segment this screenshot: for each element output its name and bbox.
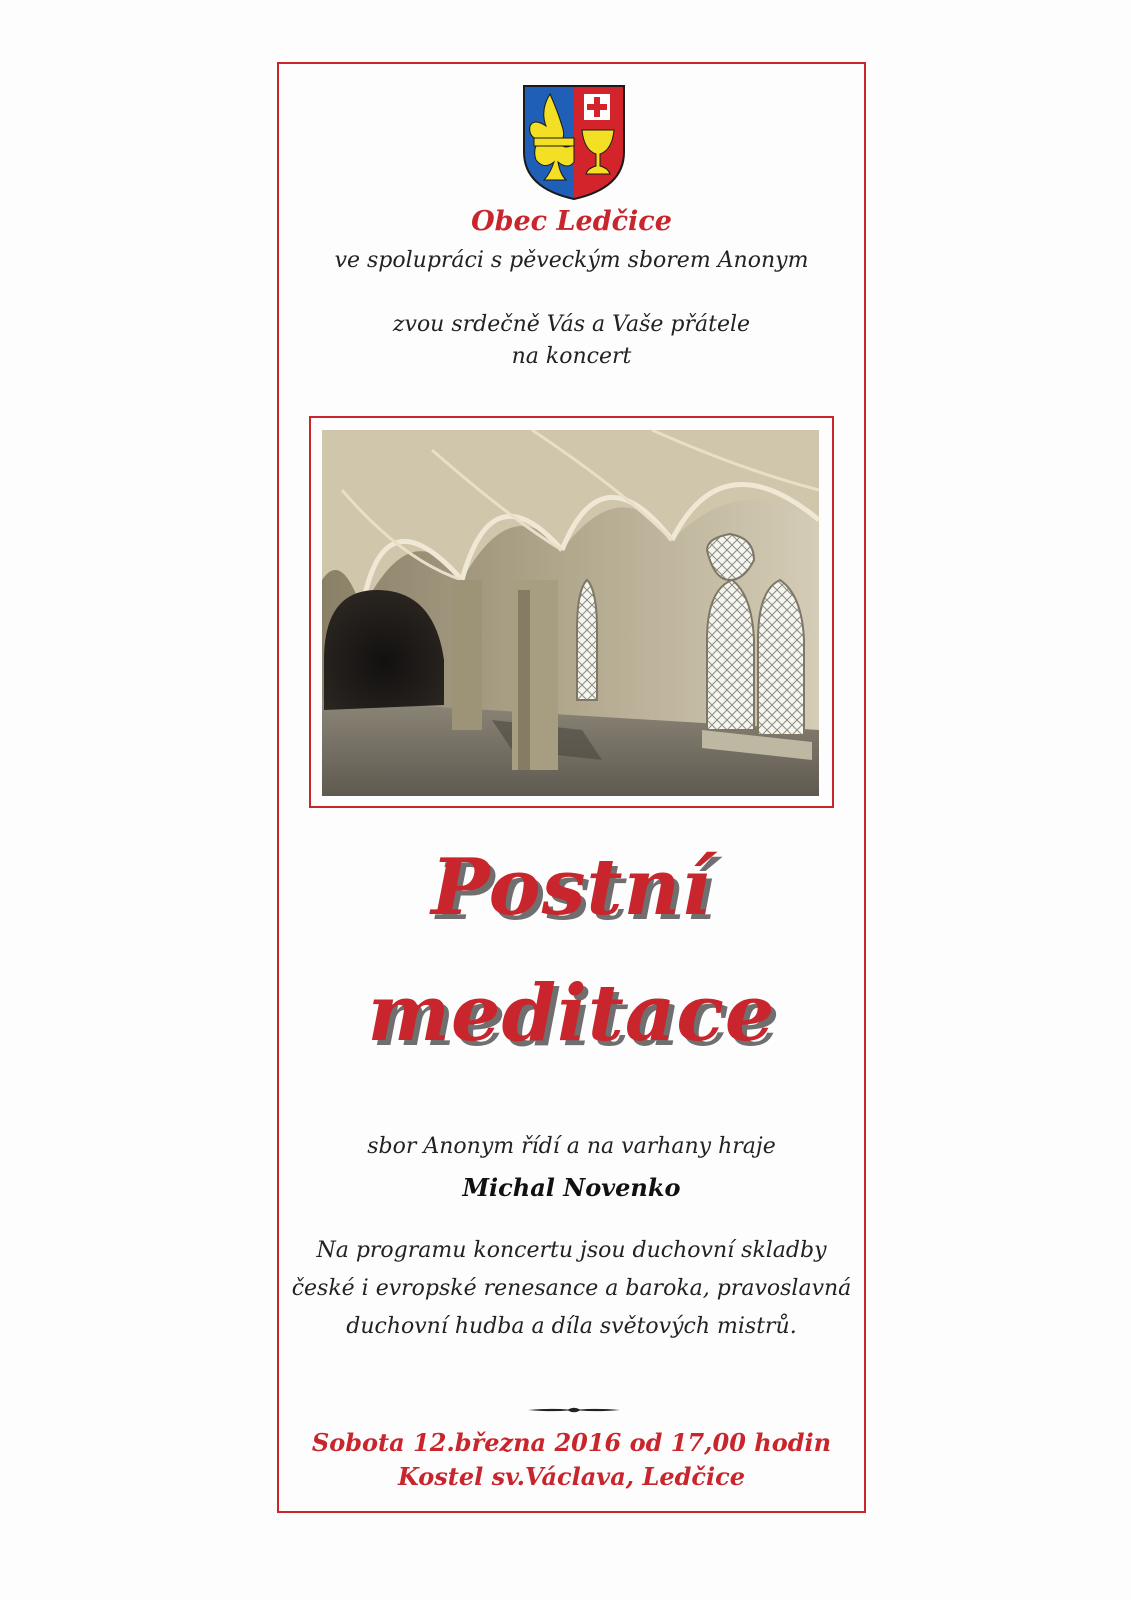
performers-intro: sbor Anonym řídí a na varhany hraje (367, 1134, 776, 1159)
program-line-3: duchovní hudba a díla světových mistrů. (346, 1314, 797, 1339)
gothic-hall-photo (322, 430, 819, 796)
program-line-2: české i evropské renesance a baroka, pravoslavná (291, 1276, 852, 1301)
organizer-name: Obec Ledčice (471, 206, 672, 237)
cooperation-text: ve spolupráci s pěveckým sborem Anonym (334, 248, 809, 273)
concert-title-line-2: meditace (367, 968, 776, 1059)
event-datetime: Sobota 12.března 2016 od 17,00 hodin (311, 1428, 832, 1457)
conductor-name: Michal Novenko (462, 1173, 681, 1202)
invitation-line-2: na koncert (511, 344, 632, 369)
ornamental-divider-icon (528, 1406, 620, 1414)
concert-title-line-1: Postní (431, 842, 712, 933)
coat-of-arms-icon (520, 82, 628, 202)
invitation-line-1: zvou srdečně Vás a Vaše přátele (392, 312, 751, 337)
event-venue: Kostel sv.Václava, Ledčice (397, 1462, 746, 1491)
program-line-1: Na programu koncertu jsou duchovní skladby (316, 1238, 827, 1263)
